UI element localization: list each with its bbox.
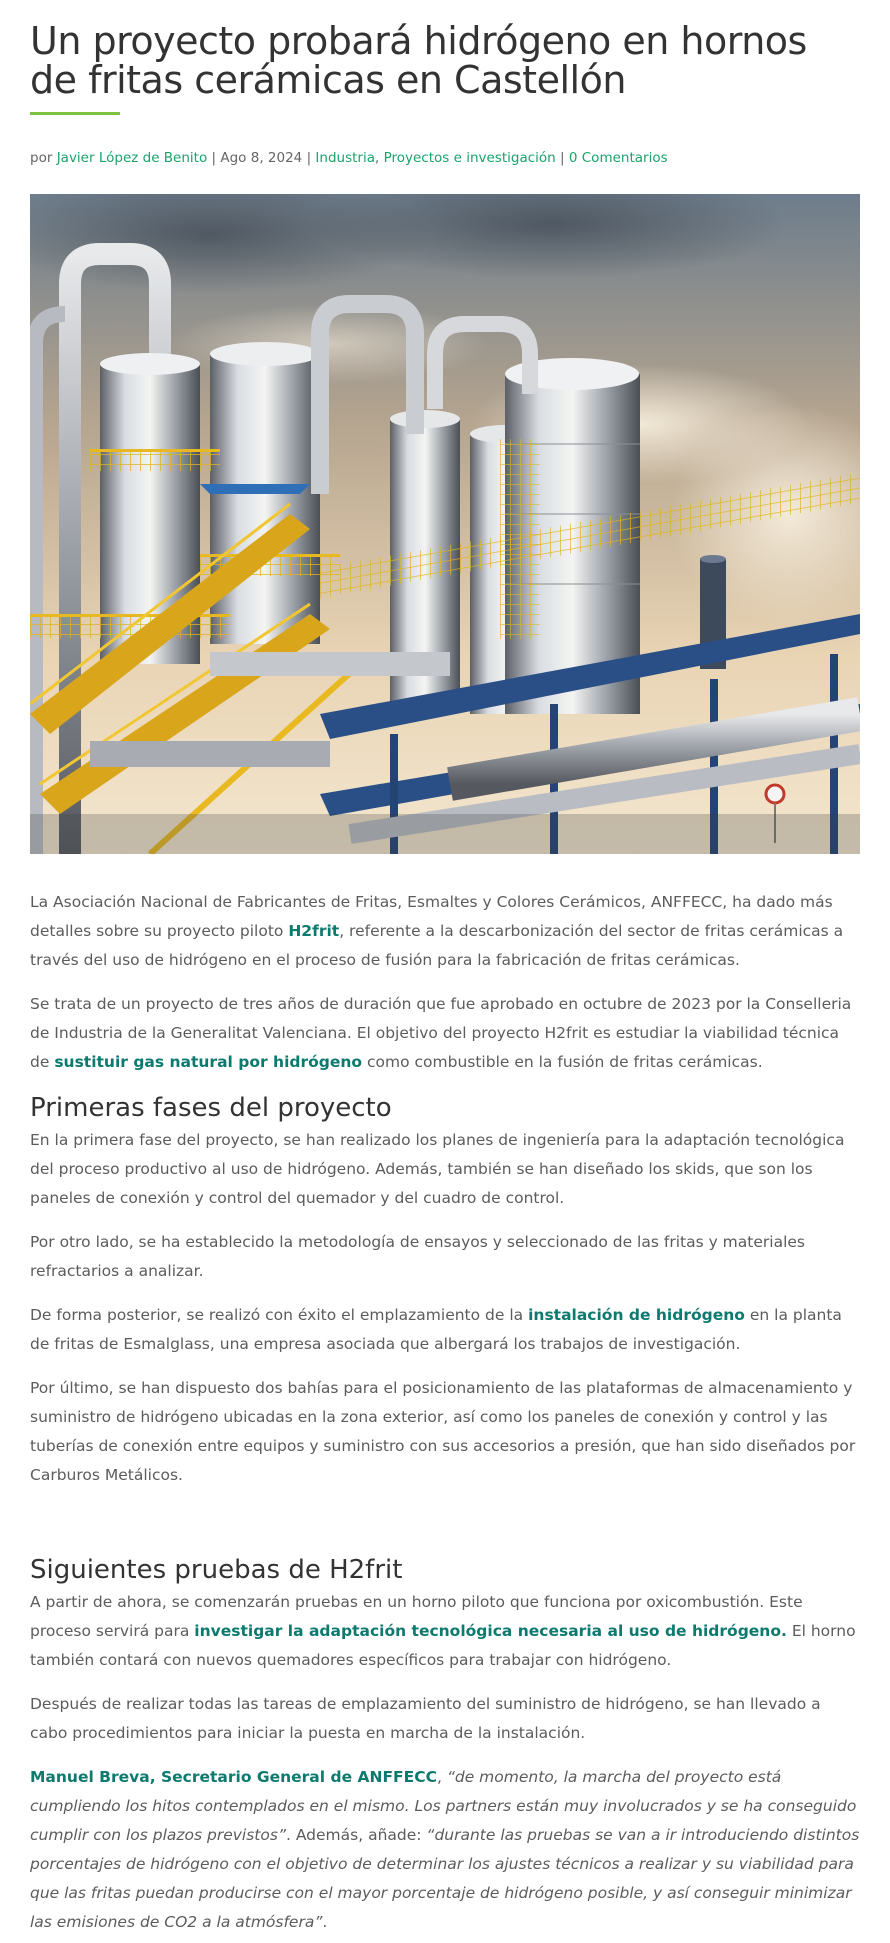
quote-speaker: Manuel Breva, Secretario General de ANFFECC [30, 1768, 437, 1786]
meta-separator: | [560, 150, 565, 166]
comments-link[interactable]: 0 Comentarios [568, 150, 668, 166]
h2frit-link[interactable]: H2frit [288, 922, 340, 940]
hero-image [30, 194, 860, 854]
quote-2: “durante las pruebas se van a ir introduciendo distintos porcentajes de hidrógeno con el objetivo de determinar los ajustes técnicos a realizar y su viabilidad para que las fritas puedan producirse con el mayor porcentaje de hidrógeno posible, y así conseguir minimizar las emisiones de CO2 a la atmósfera” [30, 1826, 860, 1931]
text: De forma posterior, se realizó con éxito el emplazamiento de la [30, 1306, 529, 1324]
category-link-proyectos[interactable]: Proyectos e investigación [383, 150, 556, 166]
meta-separator: | [306, 150, 312, 166]
article-body [30, 888, 860, 1937]
intro-paragraph-2 [30, 990, 860, 1077]
meta-separator: | [211, 150, 217, 166]
author-link[interactable]: Javier López de Benito [56, 150, 208, 166]
section-heading-siguientes-pruebas: Siguientes pruebas de H2frit [30, 1555, 403, 1585]
section1-paragraph-2: Por otro lado, se ha establecido la metodología de ensayos y seleccionado de las fritas y materiales refractarios a analizar. [30, 1233, 805, 1280]
section2-paragraph-1 [30, 1588, 860, 1675]
gas-to-hydrogen-link[interactable]: sustituir gas natural por hidrógeno [54, 1053, 363, 1071]
category-comma: , [375, 150, 380, 166]
text: A partir de ahora, se comenzarán pruebas en un horno piloto que funciona por oxicombustión. Este proceso servirá para [30, 1593, 803, 1640]
section1-paragraph-4: Por último, se han dispuesto dos bahías para el posicionamiento de las plataformas de almacenamiento y suministro de hidrógeno ubicadas en la zona exterior, así como los paneles de conexión y control y las tuberías de conexión entre equipos y suministro con sus accesorios a presión, que han sido diseñados por Carburos Metálicos. [30, 1379, 856, 1484]
section1-paragraph-1: En la primera fase del proyecto, se han realizado los planes de ingeniería para la adaptación tecnológica del proceso productivo al uso de hidrógeno. Además, también se han diseñado los skids, que son los paneles de conexión y control del quemador y del cuadro de control. [30, 1131, 845, 1207]
publish-date: Ago 8, 2024 [220, 150, 303, 166]
text: , referente a la descarbonización del sector de fritas cerámicas a través del uso de hidrógeno en el proceso de fusión para la fabricación de fritas cerámicas. [30, 922, 844, 969]
article-title: Un proyecto probará hidrógeno en hornos de fritas cerámicas en Castellón [30, 19, 807, 102]
section1-paragraph-3 [30, 1301, 860, 1359]
intro-paragraph-1 [30, 888, 860, 975]
meta-by: por [30, 150, 53, 166]
quote-1: “de momento, la marcha del proyecto está cumpliendo los hitos contemplados en el mismo. Los partners están muy involucrados y se ha conseguido cumplir con los plazos previstos” [30, 1768, 857, 1844]
category-link-industria[interactable]: Industria [315, 150, 375, 166]
text: La Asociación Nacional de Fabricantes de Fritas, Esmaltes y Colores Cerámicos, ANFFECC, ha dado más detalles sobre su proyecto piloto [30, 893, 833, 940]
text: . [322, 1913, 328, 1931]
text: El horno también contará con nuevos quemadores específicos para trabajar con hidrógeno. [30, 1622, 856, 1669]
article-meta [30, 149, 860, 167]
tech-adaptation-link[interactable]: investigar la adaptación tecnológica necesaria al uso de hidrógeno. [194, 1622, 787, 1640]
text: como combustible en la fusión de fritas cerámicas. [362, 1053, 763, 1071]
hydrogen-installation-link[interactable]: instalación de hidrógeno [528, 1306, 745, 1324]
text: , [436, 1768, 447, 1786]
section-heading-primeras-fases: Primeras fases del proyecto [30, 1093, 392, 1123]
text: en la planta de fritas de Esmalglass, una empresa asociada que albergará los trabajos de investigación. [30, 1306, 842, 1353]
text: Se trata de un proyecto de tres años de duración que fue aprobado en octubre de 2023 por la Conselleria de Industria de la Generalitat Valenciana. El objetivo del proyecto H2frit es estudiar la viabilidad técnica de [30, 995, 852, 1071]
section2-paragraph-2: Después de realizar todas las tareas de emplazamiento del suministro de hidrógeno, se han llevado a cabo procedimientos para iniciar la puesta en marcha de la instalación. [30, 1695, 821, 1742]
quote-paragraph [30, 1763, 860, 1937]
text: . Además, añade: [285, 1826, 427, 1844]
title-underline [30, 112, 120, 115]
